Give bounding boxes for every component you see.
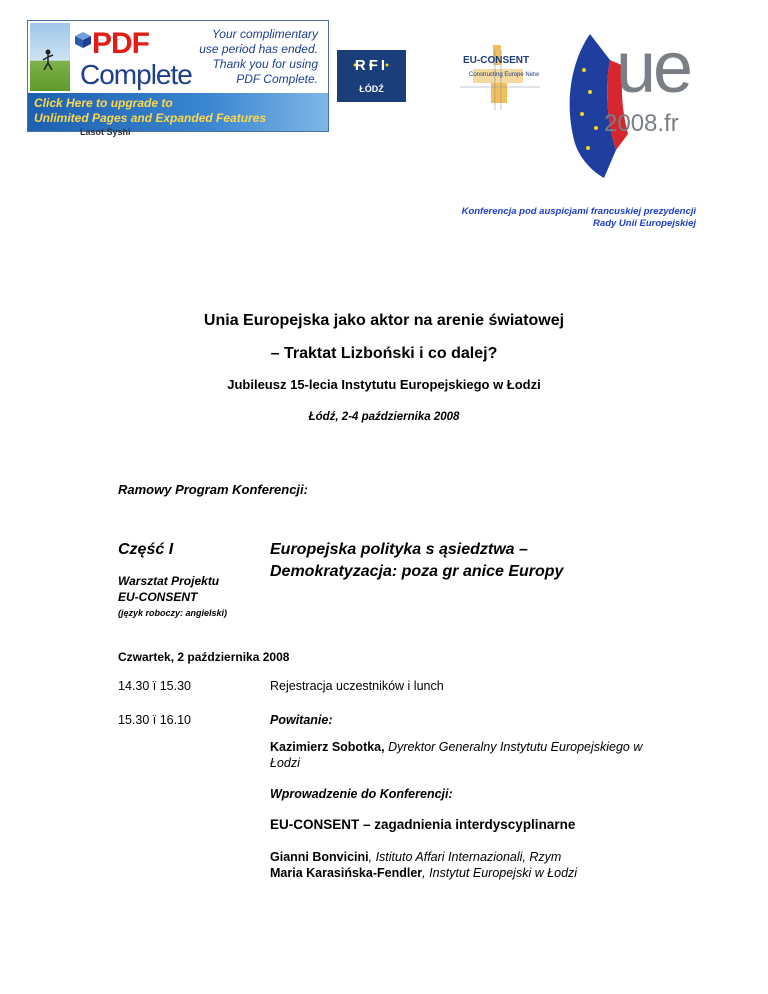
trial-message-line: Your complimentary — [211, 27, 318, 41]
sponsor-line: Konferencja pod auspicjami francuskiej prezydencji — [461, 206, 696, 217]
speaker-entry — [270, 850, 561, 864]
intro-label: Wprowadzenie do Konferencji: — [270, 787, 453, 801]
page-title: Unia Europejska jako aktor na arenie światowej — [203, 312, 565, 329]
speaker-entry — [270, 866, 577, 880]
trial-message — [188, 27, 318, 87]
cta-line[interactable]: Unlimited Pages and Expanded Features — [34, 111, 267, 125]
cta-line[interactable]: Click Here to upgrade to — [34, 96, 173, 110]
trial-message-line: PDF Complete. — [236, 72, 318, 86]
slot-activity: Rejestracja uczestników i lunch — [270, 679, 444, 693]
speaker-entry — [270, 739, 670, 771]
part-title-line2: Demokratyzacja: poza gr anice Europy — [270, 563, 564, 580]
part-label: Część I — [118, 541, 174, 558]
speaker-role: Dyrektor Generalny Instytutu Europejskiego w Łodzi — [270, 740, 643, 770]
dateline: Łódź, 2-4 października 2008 — [308, 411, 460, 423]
obscured-text: Lasot Syshi — [80, 127, 131, 137]
banner-top — [28, 21, 328, 93]
ue-year: 2008 — [604, 110, 658, 137]
sponsor-line: Rady Unii Europejskiej — [593, 218, 696, 229]
workshop-project: EU-CONSENT — [118, 590, 198, 604]
session-topic: EU-CONSENT – zagadnienia interdyscyplinarne — [270, 817, 576, 832]
program-heading: Ramowy Program Konferencji: — [118, 482, 308, 497]
speaker-role: , Instytut Europejski w Łodzi — [422, 866, 578, 880]
speaker-role: , Istituto Affari Internazionali, Rzym — [368, 850, 562, 864]
brand-pdf: PDF — [92, 27, 149, 60]
trial-message-line: Thank you for using — [212, 57, 318, 71]
speaker-name: Kazimierz Sobotka, — [270, 740, 385, 754]
speaker-name: Maria Karasińska-Fendler — [270, 866, 423, 880]
ue-tld: .fr — [657, 110, 679, 137]
page-title-line2: – Traktat Lizboński i co dalej? — [270, 345, 498, 362]
workshop-label: Warsztat Projektu — [118, 574, 220, 588]
brand-complete: Complete — [80, 59, 192, 90]
euconsent-subtitle: Constructing Europe Netw — [469, 72, 540, 78]
ue-big-text: ue — [616, 28, 691, 108]
workshop-language: (język roboczy: angielski) — [118, 608, 228, 618]
part-title: Europejska polityka s ąsiedztwa – — [270, 541, 528, 558]
page-subtitle: Jubileusz 15-lecia Instytutu Europejskiego w Łodzi — [227, 377, 541, 392]
rfi-logo — [337, 50, 406, 102]
speaker-name: Gianni Bonvicini — [270, 850, 369, 864]
cube-icon — [74, 31, 92, 49]
ue-small-text — [604, 110, 679, 138]
upgrade-link[interactable] — [28, 93, 328, 131]
ue2008-logo — [560, 30, 700, 180]
person-icon — [42, 49, 54, 71]
slot-activity: Powitanie: — [270, 713, 333, 727]
sponsor-note — [462, 206, 696, 230]
slot-time: 14.30 ï 15.30 — [118, 679, 191, 693]
trial-message-line: use period has ended. — [199, 42, 318, 56]
upgrade-banner[interactable] — [27, 20, 329, 132]
euconsent-logo — [455, 55, 545, 115]
rfi-city: ŁÓDŹ — [359, 84, 384, 94]
rfi-letters: RFI — [354, 57, 389, 74]
euconsent-title: EU-CONSENT — [463, 55, 530, 66]
upgrade-cta[interactable] — [34, 96, 266, 126]
slot-time: 15.30 ï 16.10 — [118, 713, 191, 727]
day-heading: Czwartek, 2 października 2008 — [118, 650, 290, 664]
